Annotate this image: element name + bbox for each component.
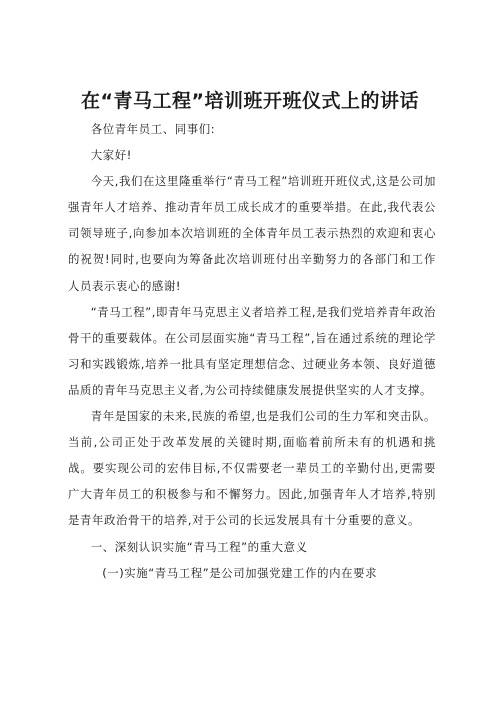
section-heading-1: 一、深刻认识实施“青马工程”的重大意义 <box>90 539 308 554</box>
paragraph-youth-importance: 青年是国家的未来,民族的希望,也是我们公司的生力军和突击队。当前,公司正处于改革发展的关键时期,面临着前所未有的机遇和挑战。要实现公司的宏伟目标,不仅需要老一辈员工的辛勤付出,更需要广大青年员工的积极参与和不懈努力。因此,加强青年人才培养,特别是青年政治骨干的培养,对于公司的长远发展具有十分重要的意义。 <box>68 409 436 528</box>
salutation: 各位青年员工、同事们: <box>90 122 216 136</box>
document-body <box>68 116 436 586</box>
paragraph-opening: 今天,我们在这里隆重举行“青马工程”培训班开班仪式,这是公司加强青年人才培养、推动青年员工成长成才的重要举措。在此,我代表公司领导班子,向参加本次培训班的全体青年员工表示热烈的欢迎和衷心的祝贺!同时,也要向为筹备此次培训班付出辛勤努力的各部门和工作人员表示衷心的感谢! <box>68 174 436 293</box>
paragraph-qingma-definition: “青马工程”,即青年马克思主义者培养工程,是我们党培养青年政治骨干的重要载体。在公司层面实施“青马工程”,旨在通过系统的理论学习和实践锻炼,培养一批具有坚定理想信念、过硬业务本领、良好道德品质的青年马克思主义者,为公司持续健康发展提供坚实的人才支撑。 <box>68 304 436 397</box>
subsection-heading-1-1: (一)实施“青马工程”是公司加强党建工作的内在要求 <box>102 565 378 580</box>
document-title: 在“青马工程”培训班开班仪式上的讲话 <box>81 90 419 112</box>
greeting: 大家好! <box>90 148 132 163</box>
